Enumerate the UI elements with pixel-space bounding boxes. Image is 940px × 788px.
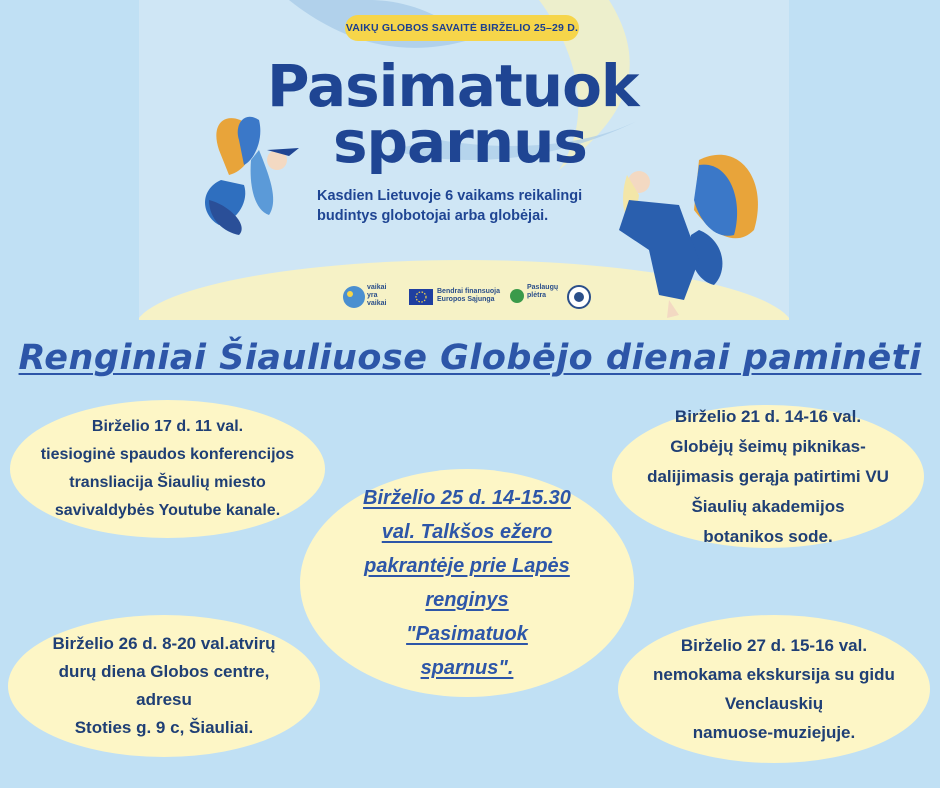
vaikai-logo-text: vaikai yra vaikai [367,284,387,307]
event-text: Birželio 25 d. 14-15.30 val. Talkšos ežero pakrantėje prie Lapės renginys "Pasimatuok sparnus". [363,487,571,679]
vaikai-logo-icon [343,286,365,308]
event-text: Birželio 26 d. 8-20 val.atvirų durų diena Globos centre, adresu Stoties g. 9 c, Šiauliai. [52,634,276,737]
event-bubble-june-25 [300,469,634,697]
eu-logo-text: Bendrai finansuoja Europos Sąjunga [437,288,501,303]
event-text: Birželio 21 d. 14-16 val. Globėjų šeimų piknikas- dalijimasis gerąja patirtimi VU Šiaulių akademijos botanikos sode. [647,406,889,546]
paslaugu-logo-text: Paslaugų plėtra [527,284,559,299]
campaign-title-line2: sparnus [333,108,587,176]
event-bubble-june-26 [8,615,320,757]
event-bubble-june-17 [10,400,325,538]
paslaugu-logo-icon [510,289,524,303]
campaign-banner [139,0,789,320]
event-text: Birželio 27 d. 15-16 val. nemokama ekskursija su gidu Venclauskių namuose-muziejuje. [653,636,895,742]
campaign-subtitle: Kasdien Lietuvoje 6 vaikams reikalingi budintys globotojai arba globėjai. [317,188,583,224]
page-heading: Renginiai Šiauliuose Globėjo dienai paminėti [18,338,922,378]
campaign-week-pill: VAIKŲ GLOBOS SAVAITĖ BIRŽELIO 25–29 D. [345,15,579,41]
left-figure-illustration [205,117,299,235]
event-bubble-june-21 [612,405,924,548]
event-bubble-june-27 [618,615,930,763]
eu-flag-icon [409,289,433,305]
event-text: Birželio 17 d. 11 val. tiesioginė spaudos konferencijos transliacija Šiaulių miesto savivaldybės Youtube kanale. [40,418,295,519]
campaign-title-line1: Pasimatuok [267,52,639,120]
